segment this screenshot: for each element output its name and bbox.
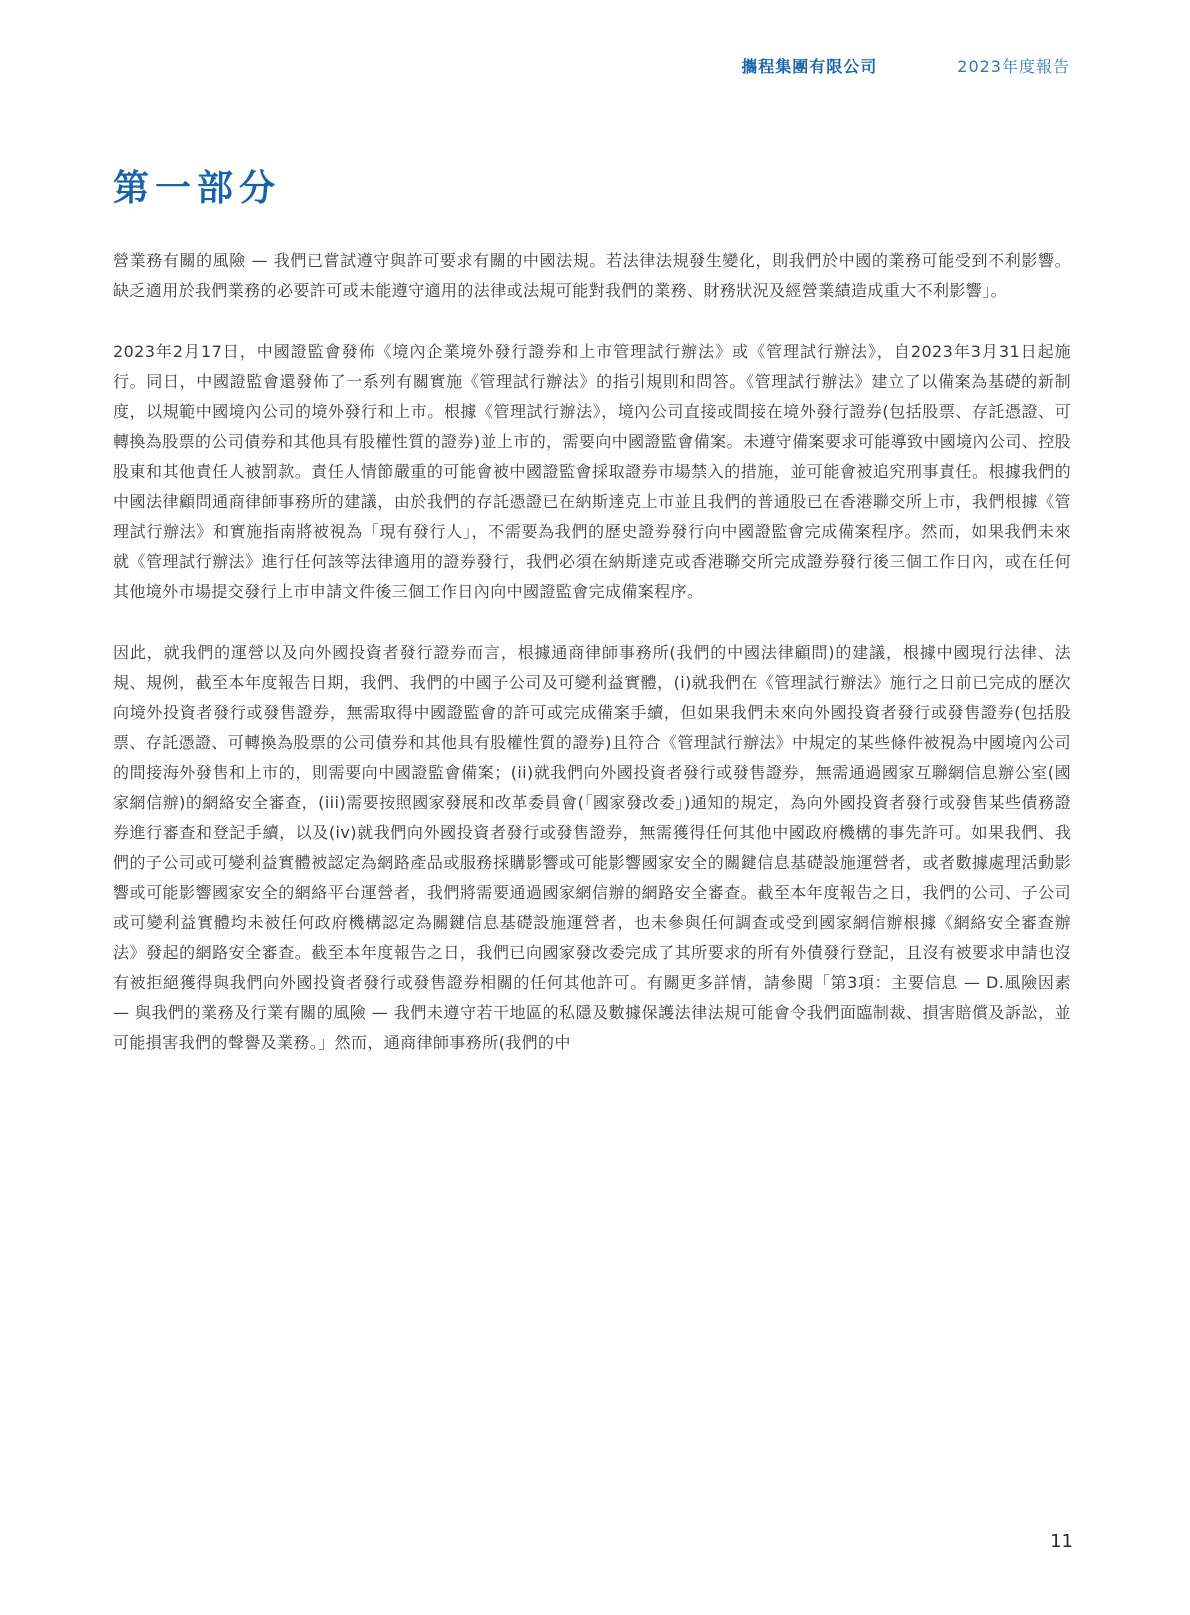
page-number: 11 [1050, 1531, 1073, 1552]
body-content [113, 246, 1071, 1089]
paragraph: 因此，就我們的運營以及向外國投資者發行證券而言，根據通商律師事務所(我們的中國法律顧問)的建議，根據中國現行法律、法規、規例，截至本年度報告日期，我們、我們的中國子公司及可變利益實體，(i)就我們在《管理試行辦法》施行之日前已完成的歷次向境外投資者發行或發售證券，無需取得中國證監會的許可或完成備案手續，但如果我們未來向外國投資者發行或發售證券(包括股票、存託憑證、可轉換為股票的公司債券和其他具有股權性質的證券)且符合《管理試行辦法》中規定的某些條件被視為中國境內公司的間接海外發售和上市的，則需要向中國證監會備案；(ii)就我們向外國投資者發行或發售證券，無需通過國家互聯網信息辦公室(國家網信辦)的網絡安全審查，(iii)需要按照國家發展和改革委員會(「國家發改委」)通知的規定，為向外國投資者發行或發售某些債務證券進行審查和登記手續，以及(iv)就我們向外國投資者發行或發售證券，無需獲得任何其他中國政府機構的事先許可。如果我們、我們的子公司或可變利益實體被認定為網路產品或服務採購影響或可能影響國家安全的關鍵信息基礎設施運營者，或者數據處理活動影響或可能影響國家安全的網絡平台運營者，我們將需要通過國家網信辦的網路安全審查。截至本年度報告之日，我們的公司、子公司或可變利益實體均未被任何政府機構認定為關鍵信息基礎設施運營者，也未參與任何調查或受到國家網信辦根據《網絡安全審查辦法》發起的網路安全審查。截至本年度報告之日，我們已向國家發改委完成了其所要求的所有外債發行登記，且沒有被要求申請也沒有被拒絕獲得與我們向外國投資者發行或發售證券相關的任何其他許可。有關更多詳情，請參閱「第3項：主要信息 — D.風險因素 — 與我們的業務及行業有關的風險 — 我們未遵守若干地區的私隱及數據保護法律法規可能會令我們面臨制裁、損害賠償及訴訟，並可能損害我們的聲譽及業務。」然而，通商律師事務所(我們的中 [113, 643, 1071, 1052]
report-title: 2023年度報告 [957, 57, 1070, 76]
section-title: 第一部分 [113, 168, 282, 209]
page-header [741, 54, 1070, 77]
company-name: 攜程集團有限公司 [741, 57, 878, 76]
paragraph: 營業務有關的風險 — 我們已嘗試遵守與許可要求有關的中國法規。若法律法規發生變化，則我們於中國的業務可能受到不利影響。缺乏適用於我們業務的必要許可或未能遵守適用的法律或法規可能對我們的業務、財務狀況及經營業績造成重大不利影響」。 [113, 251, 1071, 300]
paragraph: 2023年2月17日，中國證監會發佈《境內企業境外發行證券和上市管理試行辦法》或《管理試行辦法》，自2023年3月31日起施行。同日，中國證監會還發佈了一系列有關實施《管理試行辦法》的指引規則和問答。《管理試行辦法》建立了以備案為基礎的新制度，以規範中國境內公司的境外發行和上市。根據《管理試行辦法》，境內公司直接或間接在境外發行證券(包括股票、存託憑證、可轉換為股票的公司債券和其他具有股權性質的證券)並上市的，需要向中國證監會備案。未遵守備案要求可能導致中國境內公司、控股股東和其他責任人被罰款。責任人情節嚴重的可能會被中國證監會採取證券市場禁入的措施，並可能會被追究刑事責任。根據我們的中國法律顧問通商律師事務所的建議，由於我們的存託憑證已在納斯達克上市並且我們的普通股已在香港聯交所上市，我們根據《管理試行辦法》和實施指南將被視為「現有發行人」，不需要為我們的歷史證券發行向中國證監會完成備案程序。然而，如果我們未來就《管理試行辦法》進行任何該等法律適用的證券發行，我們必須在納斯達克或香港聯交所完成證券發行後三個工作日內，或在任何其他境外市場提交發行上市申請文件後三個工作日內向中國證監會完成備案程序。 [113, 342, 1071, 601]
